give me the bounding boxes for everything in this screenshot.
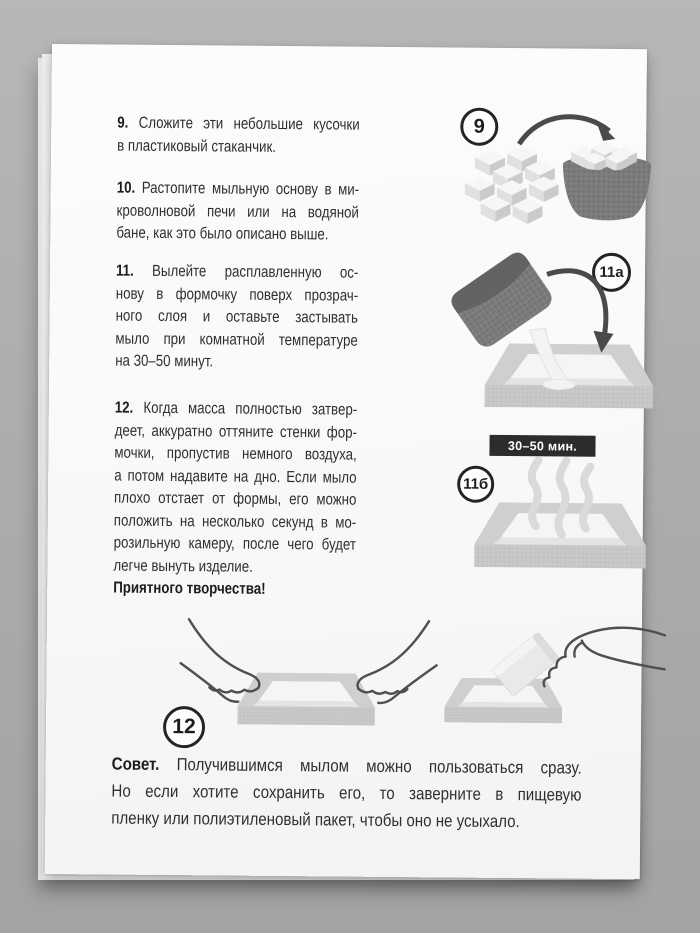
figure-label-11a: 11а: [592, 253, 631, 292]
soap-cubes-icon: [464, 146, 559, 225]
step-number: 10.: [116, 179, 136, 197]
figure-label-11b: 11б: [457, 466, 494, 503]
hand-removing-soap-icon: [441, 603, 667, 745]
hands-pressing-mold-icon: [178, 613, 439, 755]
pouring-into-mold-icon: [451, 252, 664, 414]
figure-label-12: 12: [163, 706, 205, 748]
pulling-hand-icon: [544, 627, 665, 687]
step-9-paragraph: 9. Сложите эти небольшие кусочки в пластиковый стаканчик.: [117, 114, 360, 156]
curved-arrow-icon: [519, 116, 609, 145]
instruction-page: [45, 44, 647, 879]
cup-of-cubes-icon: [562, 141, 651, 220]
figure-label-9: 9: [460, 108, 498, 146]
step-11-paragraph: 11. Вылейте расплавленную ос- нову в формочку поверх прозрач- ного слоя и оставьте застывать мыло при комнатной температуре на 30–50 минут.: [115, 262, 359, 371]
cubes-into-cup-icon: [458, 102, 669, 244]
time-badge: 30–50 мин.: [489, 435, 595, 457]
tip-paragraph: Совет. Получившимся мылом можно пользоваться сразу. Но если хотите сохранить его, то заверните в пищевую пленку или полиэтиленовый пакет, чтобы оно не усыхало.: [111, 753, 582, 832]
right-hand-icon: [357, 621, 437, 704]
step-number: 12.: [114, 399, 134, 417]
cooling-mold-icon: [469, 456, 660, 598]
step-12-paragraph: 12. Когда масса полностью затвер- деет, аккуратно оттяните стенки фор- мочки, пропустив немного воздуха, а потом надавите на дно. Если мыло плохо отстает от формы, его можно положить на несколько секунд в мо- розильную камеру, после чего будет легче вынуть изделие. Приятного творчества!: [113, 398, 357, 603]
step-10-paragraph: 10. Растопите мыльную основу в ми- кроволновой печи или на водяной бане, как это было описано выше.: [116, 179, 360, 244]
step-number: 9.: [117, 114, 129, 132]
closing-wish: Приятного творчества!: [113, 579, 266, 598]
tip-label: Совет.: [111, 753, 160, 774]
mold-tray-icon: [485, 343, 654, 408]
step-number: 11.: [115, 262, 134, 280]
curved-arrow-icon: [546, 271, 606, 341]
